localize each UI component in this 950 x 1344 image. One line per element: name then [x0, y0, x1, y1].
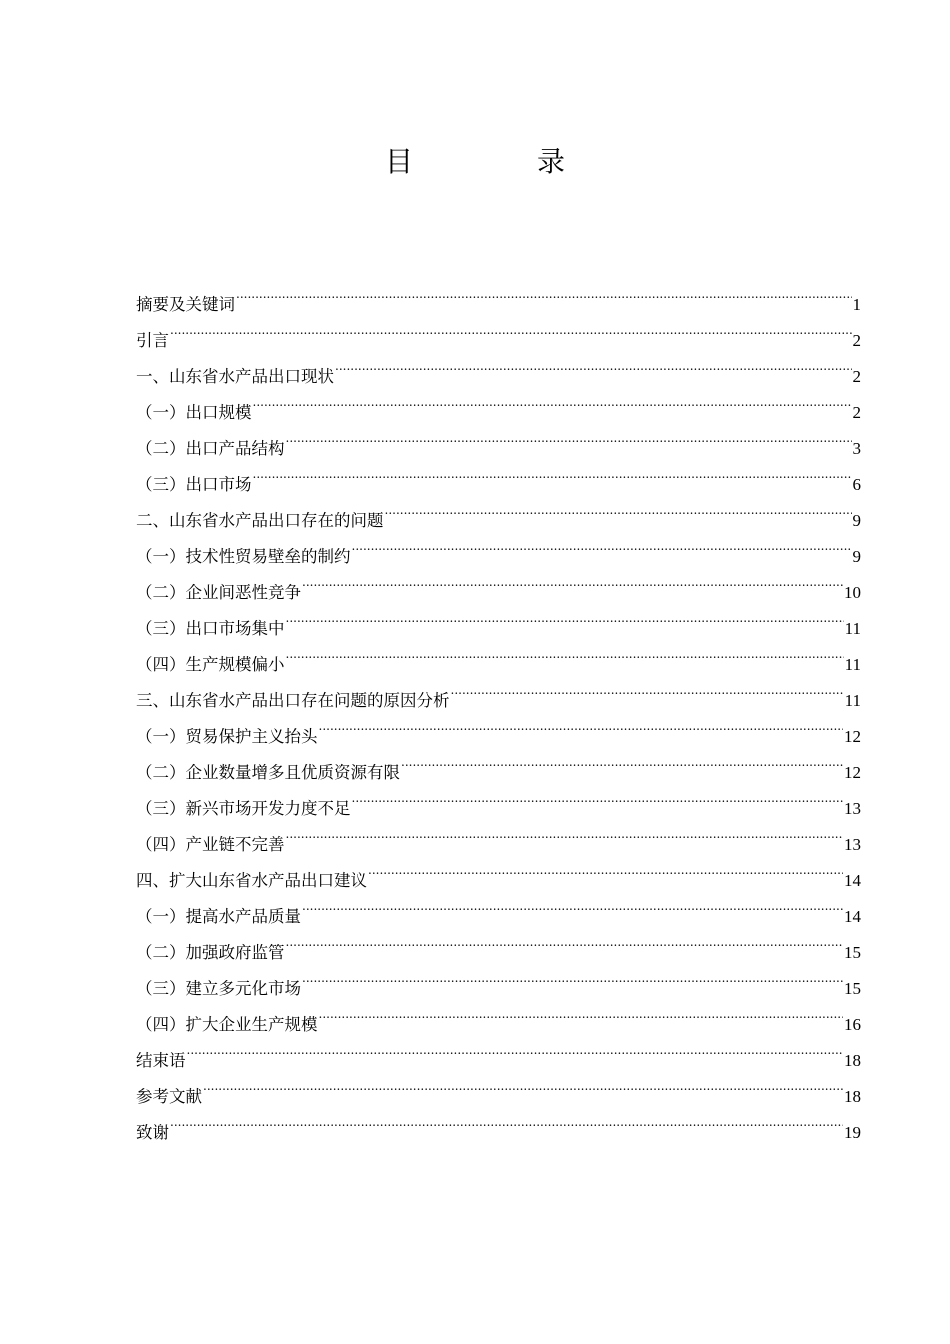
toc-leader-dots [385, 490, 852, 526]
toc-leader-dots [286, 922, 844, 958]
toc-leader-dots [253, 382, 852, 418]
toc-entry-page: 15 [844, 943, 861, 962]
toc-entry-page: 11 [844, 655, 861, 674]
toc-entry-label: 四、扩大山东省水产品出口建议 [136, 871, 367, 890]
toc-entry-label: 引言 [136, 331, 169, 350]
toc-entry-page: 19 [844, 1123, 861, 1142]
toc-leader-dots [170, 310, 852, 346]
toc-leader-dots [302, 562, 843, 598]
toc-entry-page: 2 [852, 367, 861, 386]
toc-entry-label: （二）企业数量增多且优质资源有限 [136, 763, 400, 782]
toc-entry-page: 6 [852, 475, 861, 494]
toc-entry-page: 18 [844, 1051, 861, 1070]
toc-entry-label: 三、山东省水产品出口存在问题的原因分析 [136, 691, 450, 710]
toc-entry-label: （三）出口市场 [136, 475, 252, 494]
toc-entry-label: （二）出口产品结构 [136, 439, 285, 458]
toc-leader-dots [286, 634, 844, 670]
toc-leader-dots [302, 958, 843, 994]
toc-entry-label: （一）技术性贸易壁垒的制约 [136, 547, 351, 566]
toc-entry[interactable] [136, 1030, 861, 1070]
toc-leader-dots [302, 886, 843, 922]
toc-entry-page: 1 [852, 295, 861, 314]
toc-entry-label: （三）建立多元化市场 [136, 979, 301, 998]
toc-entry[interactable] [136, 1102, 861, 1142]
toc-leader-dots [401, 742, 843, 778]
toc-leader-dots [319, 994, 844, 1030]
toc-entry-page: 2 [852, 403, 861, 422]
toc-leader-dots [286, 814, 844, 850]
toc-leader-dots [319, 706, 844, 742]
toc-leader-dots [451, 670, 844, 706]
toc-entry-page: 16 [844, 1015, 861, 1034]
toc-entry-page: 12 [844, 727, 861, 746]
toc-entry-page: 15 [844, 979, 861, 998]
toc-entry-label: （四）扩大企业生产规模 [136, 1015, 318, 1034]
toc-entry-label: （一）贸易保护主义抬头 [136, 727, 318, 746]
toc-leader-dots [253, 454, 852, 490]
toc-entry-page: 18 [844, 1087, 861, 1106]
toc-entry-label: 二、山东省水产品出口存在的问题 [136, 511, 384, 530]
toc-entry-page: 11 [844, 619, 861, 638]
toc-entry-label: （四）生产规模偏小 [136, 655, 285, 674]
toc-entry[interactable] [136, 274, 861, 314]
toc-leader-dots [352, 778, 844, 814]
toc-entry-page: 12 [844, 763, 861, 782]
toc-entry-label: （三）新兴市场开发力度不足 [136, 799, 351, 818]
toc-entry-page: 13 [844, 835, 861, 854]
toc-entry-label: （一）提高水产品质量 [136, 907, 301, 926]
toc-entry-label: 参考文献 [136, 1087, 202, 1106]
toc-entry-page: 14 [844, 871, 861, 890]
toc-entry-page: 14 [844, 907, 861, 926]
toc-entry-page: 11 [844, 691, 861, 710]
toc-entry-label: （二）企业间恶性竞争 [136, 583, 301, 602]
toc-entry-page: 9 [852, 547, 861, 566]
toc-entry[interactable] [136, 1066, 861, 1106]
toc-leader-dots [286, 418, 852, 454]
toc-leader-dots [187, 1030, 844, 1066]
toc-leader-dots [286, 598, 844, 634]
toc-entry-page: 3 [852, 439, 861, 458]
toc-entry[interactable] [136, 310, 861, 350]
toc-entry-label: 结束语 [136, 1051, 186, 1070]
toc-entry-label: （三）出口市场集中 [136, 619, 285, 638]
toc-entry-label: （四）产业链不完善 [136, 835, 285, 854]
toc-entry-label: 致谢 [136, 1123, 169, 1142]
toc-entry-page: 10 [844, 583, 861, 602]
page-title: 目 录 [384, 145, 613, 178]
toc-entry-page: 9 [852, 511, 861, 530]
toc-leader-dots [368, 850, 843, 886]
toc-entry-label: （二）加强政府监管 [136, 943, 285, 962]
toc-entry-label: （一）出口规模 [136, 403, 252, 422]
toc-entry-page: 2 [852, 331, 861, 350]
toc-entry-label: 摘要及关键词 [136, 295, 235, 314]
toc-entry-page: 13 [844, 799, 861, 818]
table-of-contents [136, 274, 861, 1142]
toc-leader-dots [352, 526, 852, 562]
toc-entry[interactable] [136, 346, 861, 386]
toc-leader-dots [203, 1066, 843, 1102]
toc-leader-dots [170, 1102, 843, 1138]
toc-entry-label: 一、山东省水产品出口现状 [136, 367, 334, 386]
toc-leader-dots [335, 346, 852, 382]
toc-leader-dots [236, 274, 852, 310]
